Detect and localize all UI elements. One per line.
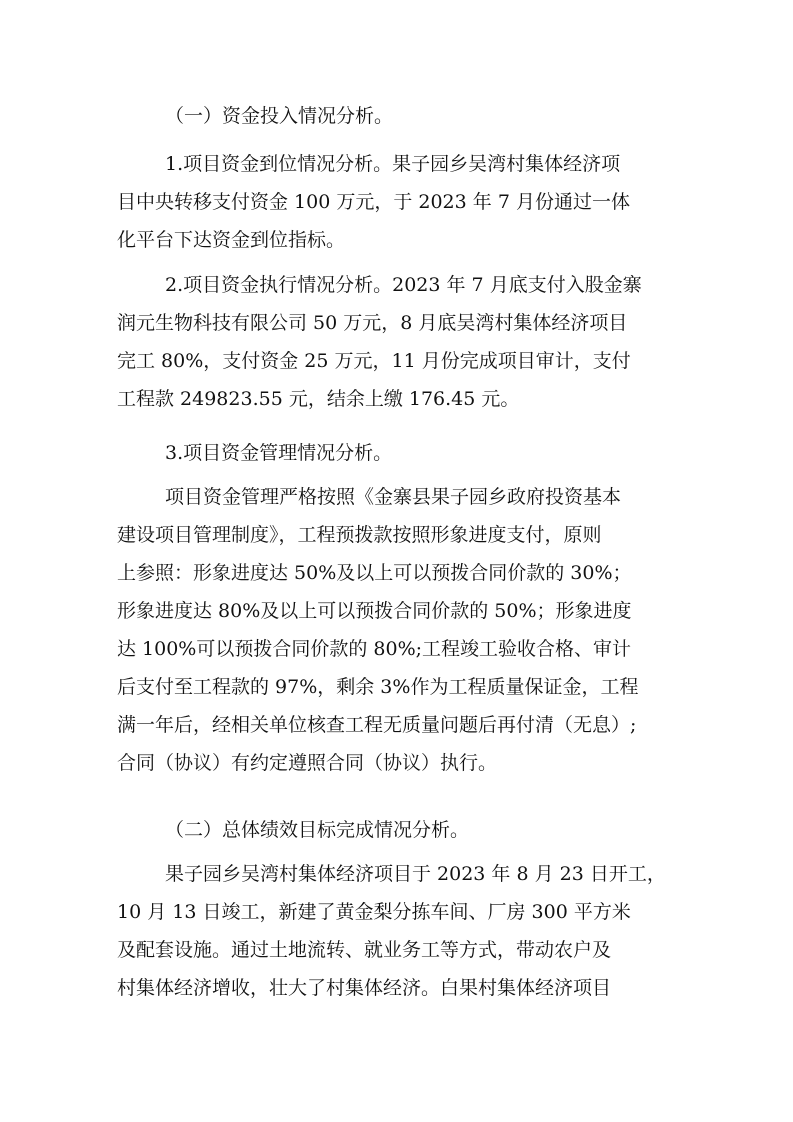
paragraph-line: 上参照：形象进度达 50%及以上可以预拨合同价款的 30%；: [117, 562, 632, 584]
paragraph-line: 满一年后，经相关单位核查工程无质量问题后再付清（无息）;: [117, 714, 637, 736]
paragraph-line: 建设项目管理制度》，工程预拨款按照形象进度支付，原则: [117, 524, 602, 546]
section-1: [0, 97, 793, 135]
paragraph-line: 形象进度达 80%及以上可以预拨合同价款的 50%；形象进度: [117, 600, 632, 622]
section-2: [0, 811, 793, 849]
section-heading: （二）总体绩效目标完成情况分析。: [165, 819, 470, 841]
paragraph-line: 及配套设施。通过土地流转、就业务工等方式，带动农户及: [117, 939, 612, 961]
section-heading: （一）资金投入情况分析。: [165, 105, 394, 127]
paragraph-2: [0, 266, 793, 418]
paragraph-line: 果子园乡吴湾村集体经济项目于 2023 年 8 月 23 日开工，: [165, 863, 666, 885]
paragraph-line: 后支付至工程款的 97%，剩余 3%作为工程质量保证金，工程: [117, 676, 639, 698]
paragraph-line: 工程款 249823.55 元，结余上缴 176.45 元。: [117, 388, 520, 410]
paragraph-line: 项目资金管理严格按照《金寨县果子园乡政府投资基本: [165, 486, 622, 508]
paragraph-line: 合同（协议）有约定遵照合同（协议）执行。: [117, 752, 498, 774]
paragraph-line: 目中央转移支付资金 100 万元，于 2023 年 7 月份通过一体: [117, 191, 630, 213]
paragraph-line: 2.项目资金执行情况分析。2023 年 7 月底支付入股金寨: [165, 274, 642, 296]
paragraph-3: [0, 434, 793, 472]
paragraph-5: [0, 855, 793, 1007]
paragraph-line: 润元生物科技有限公司 50 万元，8 月底吴湾村集体经济项目: [117, 312, 628, 334]
paragraph-line: 完工 80%，支付资金 25 万元，11 月份完成项目审计，支付: [117, 350, 631, 372]
paragraph-line: 10 月 13 日竣工，新建了黄金梨分拣车间、厂房 300 平方米: [117, 901, 631, 923]
paragraph-line: 1.项目资金到位情况分析。果子园乡吴湾村集体经济项: [165, 153, 621, 175]
paragraph-1: [0, 145, 793, 259]
paragraph-line: 3.项目资金管理情况分析。: [165, 442, 393, 464]
paragraph-4: [0, 478, 793, 782]
paragraph-line: 化平台下达资金到位指标。: [117, 229, 346, 251]
paragraph-line: 达 100%可以预拨合同价款的 80%;工程竣工验收合格、审计: [117, 638, 632, 660]
paragraph-line: 村集体经济增收，壮大了村集体经济。白果村集体经济项目: [117, 977, 612, 999]
